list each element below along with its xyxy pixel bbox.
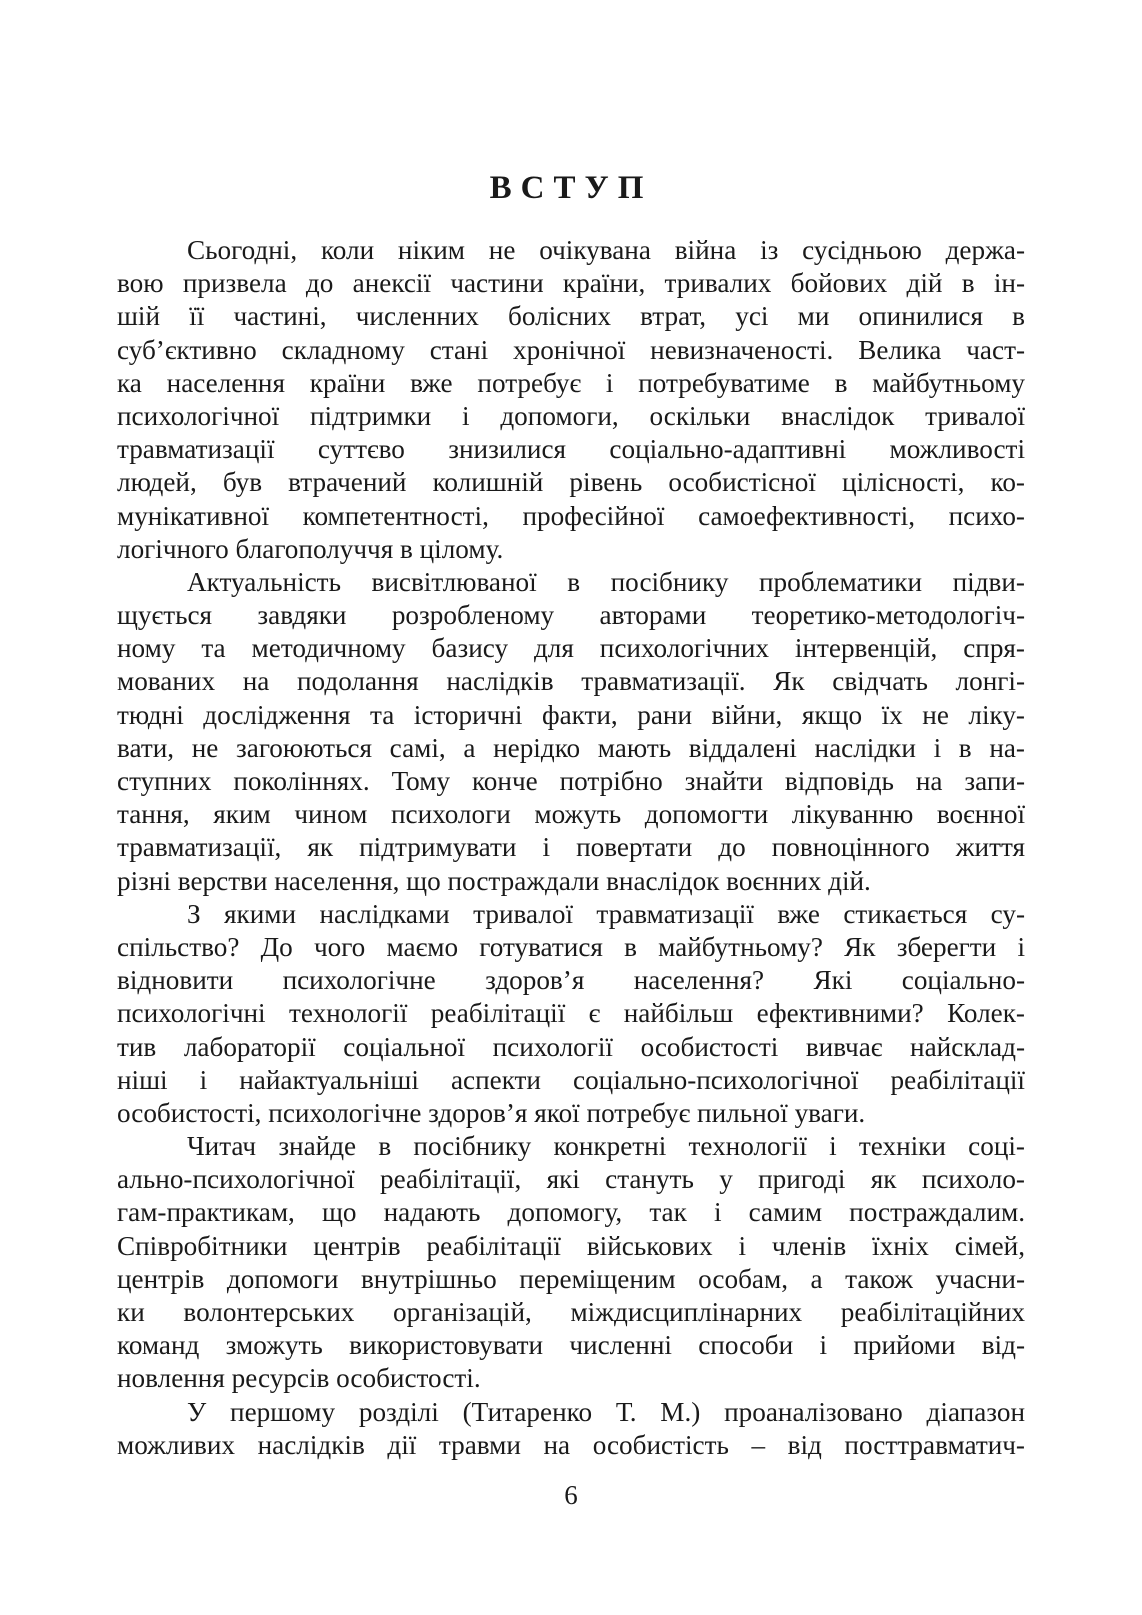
paragraph-line: логічного благополуччя в цілому. xyxy=(117,533,504,564)
paragraph-line: ки волонтерських організацій, міждисциплінарних реабілітаційних xyxy=(117,1297,1025,1327)
paragraph-line: різні верстви населення, що постраждали внаслідок воєнних дій. xyxy=(117,865,871,896)
paragraph-line: ка населення країни вже потребує і потребуватиме в майбутньому xyxy=(117,367,1025,398)
paragraph-line: спільство? До чого маємо готуватися в майбутньому? Як зберегти і xyxy=(117,931,1025,962)
paragraph-line: У першому розділі (Титаренко Т. М.) проаналізовано діапазон xyxy=(187,1396,1025,1427)
paragraph-line: Актуальність висвітлюваної в посібнику проблематики підви- xyxy=(187,566,1025,597)
paragraph-line: ному та методичному базису для психологічних інтервенцій, спря- xyxy=(117,633,1025,664)
paragraph xyxy=(117,1396,1025,1462)
paragraph-line: ально-психологічної реабілітації, які стануть у пригоді як психоло- xyxy=(117,1164,1025,1195)
paragraph-line: мованих на подолання наслідків травматизації. Як свідчать лонгі- xyxy=(117,666,1025,697)
paragraph-line: Читач знайде в посібнику конкретні технології і техніки соці- xyxy=(187,1131,1025,1162)
paragraph-line: травматизації суттєво знизилися соціально-адаптивні можливості xyxy=(117,434,1025,465)
paragraph-line: шій її частині, численних болісних втрат, усі ми опинилися в xyxy=(117,301,1025,332)
paragraph-line: новлення ресурсів особистості. xyxy=(117,1363,481,1394)
paragraph-line: Сьогодні, коли ніким не очікувана війна із сусідньою держа- xyxy=(187,235,1025,265)
paragraph-line: можливих наслідків дії травми на особистість – від посттравматич- xyxy=(117,1429,1025,1460)
paragraph-line: гам-практикам, що надають допомогу, так і самим постраждалим. xyxy=(117,1197,1025,1228)
paragraph xyxy=(117,1130,1025,1396)
page-title: ВСТУП xyxy=(489,170,653,206)
paragraph-line: людей, був втрачений колишній рівень особистісної цілісності, ко- xyxy=(117,467,1025,498)
paragraph-line: особистості, психологічне здоров’я якої потребує пильної уваги. xyxy=(117,1097,866,1128)
paragraph-line: Співробітники центрів реабілітації військових і членів їхніх сімей, xyxy=(117,1230,1025,1261)
paragraph-line: суб’єктивно складному стані хронічної невизначеності. Велика част- xyxy=(117,334,1025,365)
paragraph xyxy=(117,566,1025,898)
paragraph-line: відновити психологічне здоров’я населення? Які соціально- xyxy=(117,965,1025,996)
paragraph-line: психологічні технології реабілітації є найбільш ефективними? Колек- xyxy=(117,998,1025,1029)
page-number: 6 xyxy=(564,1480,578,1510)
paragraph-line: тання, яким чином психологи можуть допомогти лікуванню воєнної xyxy=(117,799,1025,830)
paragraph-line: тив лабораторії соціальної психології особистості вивчає найсклад- xyxy=(117,1031,1025,1062)
paragraph-line: психологічної підтримки і допомоги, оскільки внаслідок тривалої xyxy=(117,400,1025,431)
paragraph-line: тюдні дослідження та історичні факти, рани війни, якщо їх не ліку- xyxy=(117,699,1025,730)
paragraph-line: ніші і найактуальніші аспекти соціально-психологічної реабілітації xyxy=(117,1064,1025,1095)
paragraph-line: центрів допомоги внутрішньо переміщеним особам, а також учасни- xyxy=(117,1263,1025,1294)
paragraph xyxy=(117,234,1025,566)
paragraph-line: вати, не загоюються самі, а нерідко мають віддалені наслідки і в на- xyxy=(117,732,1025,763)
body-text xyxy=(117,234,1025,1462)
paragraph-line: травматизації, як підтримувати і повертати до повноцінного життя xyxy=(117,832,1025,863)
paragraph-line: команд зможуть використовувати численні способи і прийоми від- xyxy=(117,1330,1025,1361)
paragraph-line: вою призвела до анексії частини країни, тривалих бойових дій в ін- xyxy=(117,268,1025,299)
paragraph-line: мунікативної компетентності, професійної самоефективності, психо- xyxy=(117,500,1025,531)
paragraph-line: З якими наслідками тривалої травматизації вже стикається су- xyxy=(187,898,1025,929)
paragraph xyxy=(117,898,1025,1130)
paragraph-line: ступних поколіннях. Тому конче потрібно знайти відповідь на запи- xyxy=(117,766,1025,796)
paragraph-line: щується завдяки розробленому авторами теоретико-методологіч- xyxy=(117,600,1025,631)
